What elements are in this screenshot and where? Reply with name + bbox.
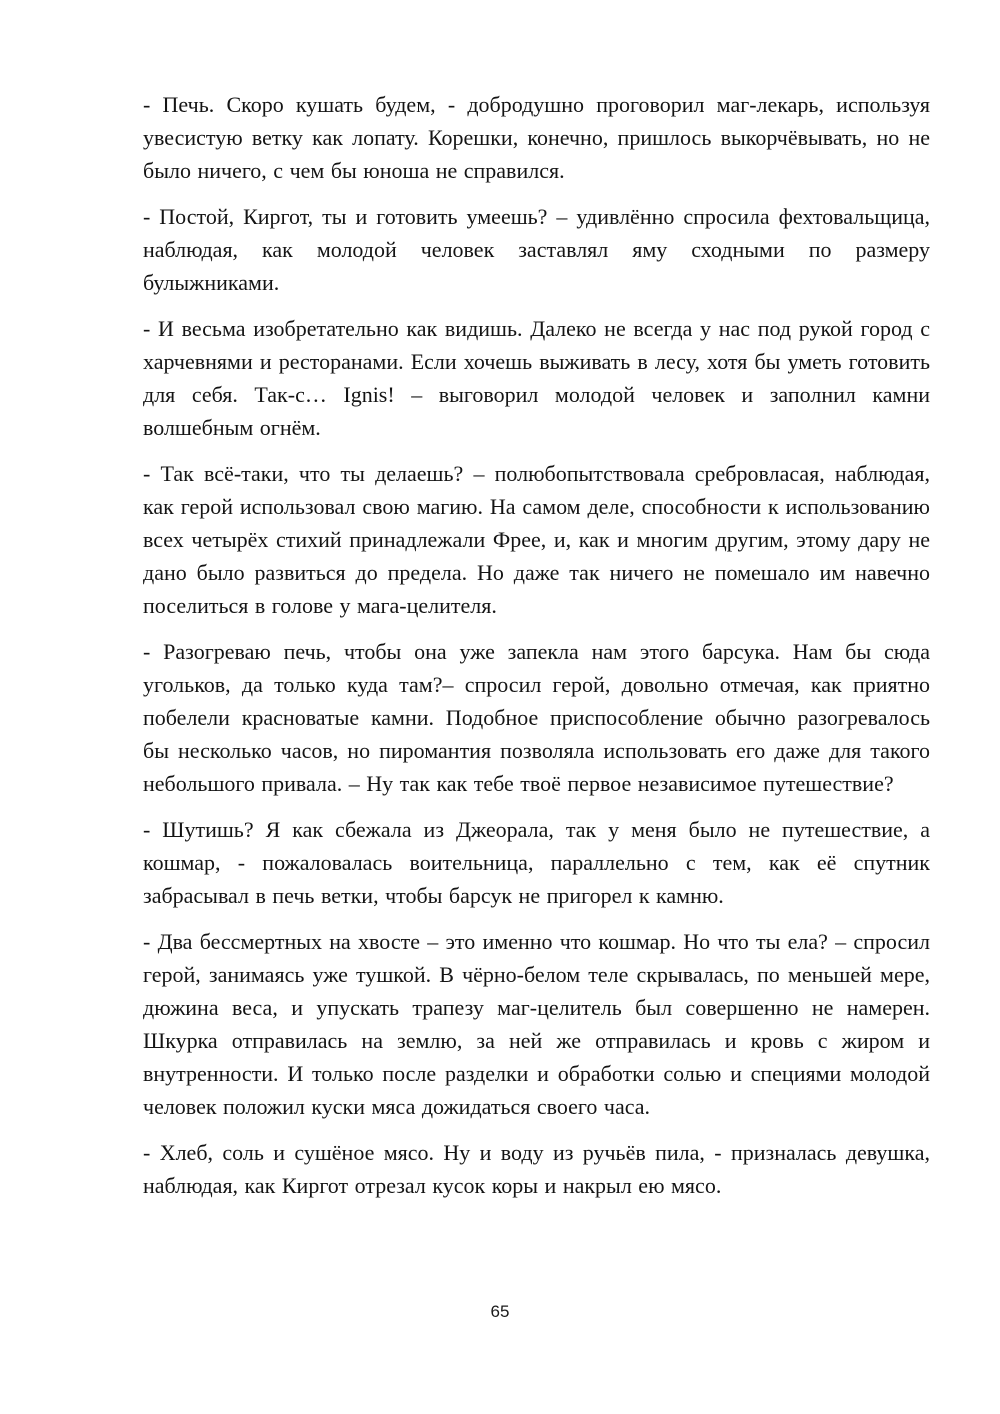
paragraph: - Разогреваю печь, чтобы она уже запекла нам этого барсука. Нам бы сюда угольков, да только куда там?– спросил герой, довольно отмечая, как приятно побелели красноватые камни. Подобное приспособление обычно разогревалось бы несколько часов, но пиромантия позволяла использовать его даже для такого небольшого привала. – Ну так как тебе твоё первое независимое путешествие?	[143, 639, 930, 796]
paragraph: - Постой, Киргот, ты и готовить умеешь? – удивлённо спросила фехтовальщица, наблюдая, как молодой человек заставлял яму сходными по размеру булыжниками.	[143, 204, 930, 295]
paragraph: - Два бессмертных на хвосте – это именно что кошмар. Но что ты ела? – спросил герой, занимаясь уже тушкой. В чёрно-белом теле скрывалась, по меньшей мере, дюжина веса, и упускать трапезу маг-целитель был совершенно не намерен. Шкурка отправилась на землю, за ней же отправилась и кровь с жиром и внутренности. И только после разделки и обработки солью и специями молодой человек положил куски мяса дожидаться своего часа.	[143, 929, 930, 1119]
page-number: 65	[490, 1302, 510, 1321]
paragraph: - Хлеб, соль и сушёное мясо. Ну и воду из ручьёв пила, - призналась девушка, наблюдая, как Киргот отрезал кусок коры и накрыл ею мясо.	[143, 1140, 930, 1198]
paragraph: - И весьма изобретательно как видишь. Далеко не всегда у нас под рукой город с харчевнями и ресторанами. Если хочешь выживать в лесу, хотя бы уметь готовить для себя. Так-с… Ignis! – выговорил молодой человек и заполнил камни волшебным огнём.	[143, 316, 930, 440]
paragraph: - Шутишь? Я как сбежала из Джеорала, так у меня было не путешествие, а кошмар, - пожаловалась воительница, параллельно с тем, как её спутник забрасывал в печь ветки, чтобы барсук не пригорел к камню.	[143, 817, 930, 908]
page-text-block	[143, 88, 930, 1202]
paragraph: - Так всё-таки, что ты делаешь? – полюбопытствовала сребровласая, наблюдая, как герой использовал свою магию. На самом деле, способности к использованию всех четырёх стихий принадлежали Фрее, и, как и многим другим, этому дару не дано было развиться до предела. Но даже так ничего не помешало им навечно поселиться в голове у мага-целителя.	[143, 461, 930, 618]
paragraph: - Печь. Скоро кушать будем, - добродушно проговорил маг-лекарь, используя увесистую ветку как лопату. Корешки, конечно, пришлось выкорчёвывать, но не было ничего, с чем бы юноша не справился.	[143, 92, 930, 183]
